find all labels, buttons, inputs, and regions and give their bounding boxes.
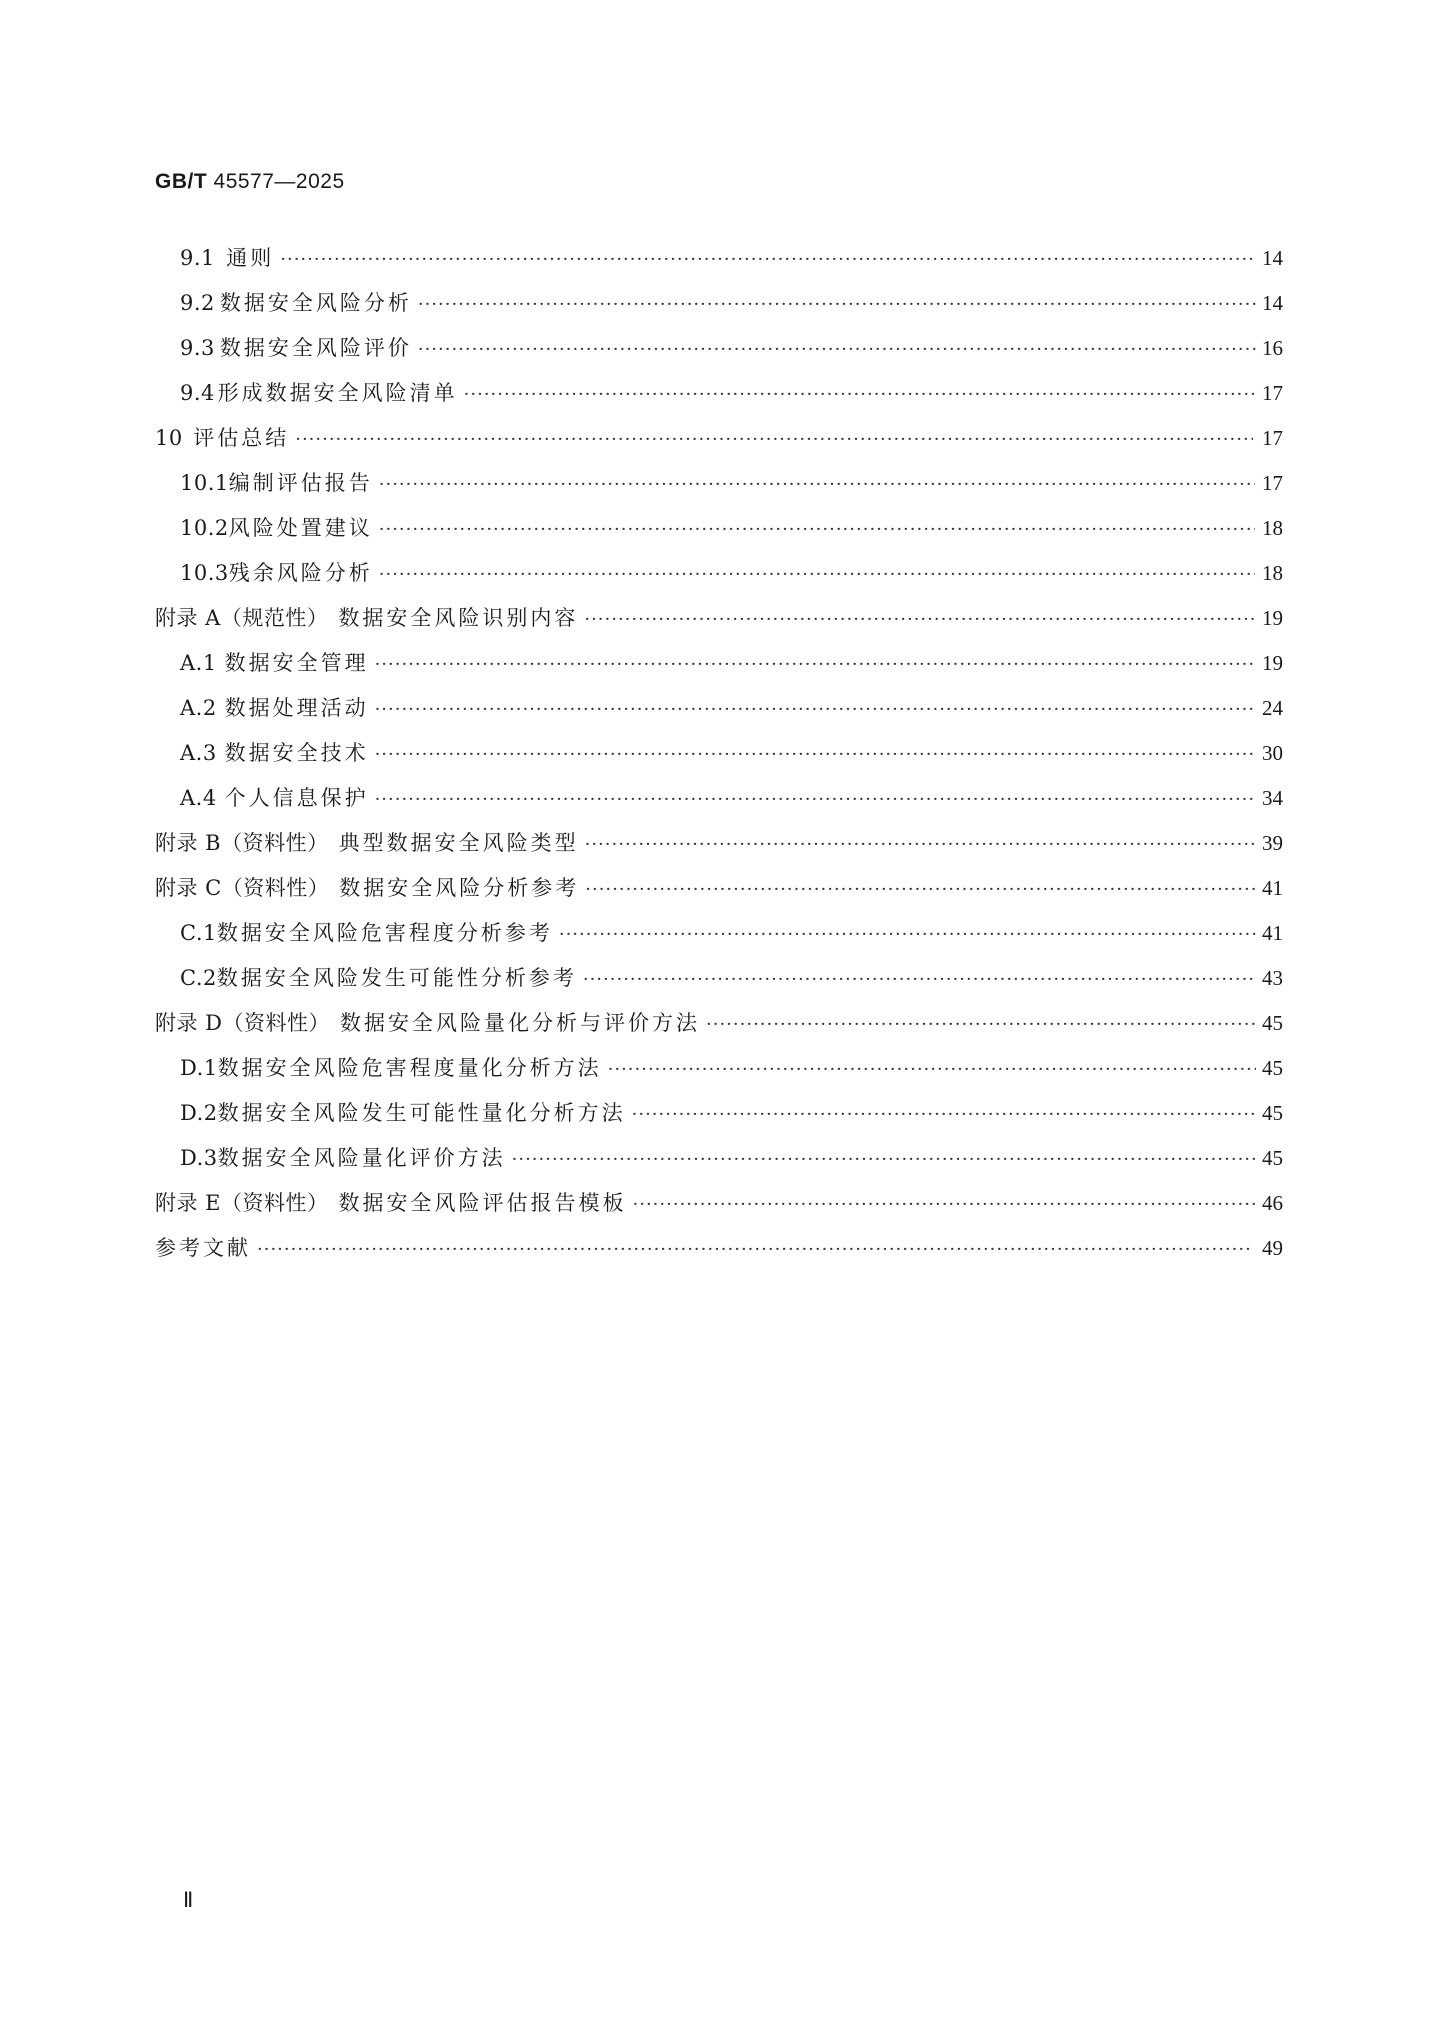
toc-entry-page: 43: [1262, 966, 1283, 990]
toc-entry-page: 34: [1262, 786, 1283, 810]
toc-dot-leader: [375, 642, 1256, 687]
toc-dot-leader: [584, 597, 1256, 642]
toc-entry-page: 16: [1262, 336, 1283, 360]
toc-entry-number: D.1: [180, 1056, 218, 1080]
toc-entry-number: 9.1: [180, 246, 215, 270]
toc-entry-number: 附录 E（资料性）: [155, 1191, 329, 1215]
toc-entry[interactable]: [155, 821, 1283, 866]
toc-dot-leader: [375, 687, 1256, 732]
toc-entry-number: 9.3: [180, 336, 215, 360]
toc-entry[interactable]: [155, 326, 1283, 371]
toc-entry-title: 数据安全风险危害程度量化分析方法: [217, 1056, 602, 1080]
toc-entry-page: 17: [1262, 381, 1283, 405]
toc-entry-title: 参考文献: [155, 1236, 251, 1260]
toc-entry-number: D.3: [180, 1146, 218, 1170]
document-header: [155, 170, 345, 194]
toc-entry-title: 残余风险分析: [228, 561, 373, 585]
toc-dot-leader: [585, 822, 1256, 867]
toc-entry-title: 风险处置建议: [228, 516, 373, 540]
toc-entry-title: 数据安全风险评价: [219, 336, 412, 360]
toc-entry[interactable]: [155, 911, 1283, 956]
toc-entry[interactable]: [155, 551, 1283, 596]
toc-entry[interactable]: [155, 596, 1283, 641]
toc-entry-number: 10: [155, 426, 183, 450]
toc-entry-page: 19: [1262, 606, 1283, 630]
toc-dot-leader: [559, 912, 1256, 957]
toc-entry-number: C.2: [180, 966, 217, 990]
standard-code: GB/T: [155, 170, 208, 193]
toc-dot-leader: [379, 507, 1256, 552]
toc-dot-leader: [418, 282, 1256, 327]
toc-entry-title: 数据安全风险发生可能性分析参考: [216, 966, 577, 990]
toc-dot-leader: [280, 237, 1253, 282]
toc-entry-number: 10.3: [180, 561, 229, 585]
toc-entry-page: 46: [1262, 1191, 1283, 1215]
toc-dot-leader: [585, 867, 1256, 912]
table-of-contents: [155, 236, 1283, 1271]
toc-entry-title: 典型数据安全风险类型: [338, 831, 579, 855]
toc-entry-number: C.1: [180, 921, 217, 945]
toc-entry-number: A.4: [180, 786, 217, 810]
toc-entry-title: 通则: [226, 246, 275, 270]
toc-entry-page: 17: [1262, 426, 1283, 450]
toc-entry-title: 数据安全风险识别内容: [338, 606, 579, 630]
toc-dot-leader: [512, 1137, 1256, 1182]
toc-entry-number: 附录 C（资料性）: [155, 876, 330, 900]
toc-entry-number: 9.4: [180, 381, 215, 405]
toc-entry[interactable]: [155, 506, 1283, 551]
toc-entry[interactable]: [155, 461, 1283, 506]
toc-entry-number: A.2: [180, 696, 217, 720]
toc-entry-number: 10.2: [180, 516, 229, 540]
toc-entry[interactable]: [155, 1136, 1283, 1181]
toc-entry-title: 数据安全风险危害程度分析参考: [216, 921, 553, 945]
toc-entry[interactable]: [155, 956, 1283, 1001]
toc-entry-number: 10.1: [180, 471, 229, 495]
toc-entry-title: 数据处理活动: [224, 696, 369, 720]
toc-entry-page: 39: [1262, 831, 1283, 855]
toc-entry-page: 30: [1262, 741, 1283, 765]
toc-entry-number: 附录 D（资料性）: [155, 1011, 331, 1035]
toc-entry-page: 45: [1262, 1011, 1283, 1035]
toc-dot-leader: [608, 1047, 1256, 1092]
toc-entry[interactable]: [155, 281, 1283, 326]
toc-entry-number: 9.2: [180, 291, 215, 315]
toc-entry-title: 评估总结: [193, 426, 290, 450]
toc-entry[interactable]: [155, 1001, 1283, 1046]
toc-entry-number: 附录 A（规范性）: [155, 606, 329, 630]
toc-entry[interactable]: [155, 1226, 1283, 1271]
toc-entry-number: A.3: [180, 741, 217, 765]
toc-entry[interactable]: [155, 731, 1283, 776]
toc-entry-page: 41: [1262, 876, 1283, 900]
toc-entry[interactable]: [155, 1046, 1283, 1091]
toc-dot-leader: [583, 957, 1256, 1002]
toc-dot-leader: [295, 417, 1253, 462]
toc-entry[interactable]: [155, 686, 1283, 731]
toc-entry-number: 附录 B（资料性）: [155, 831, 329, 855]
toc-entry-title: 编制评估报告: [228, 471, 373, 495]
toc-entry-title: 形成数据安全风险清单: [217, 381, 458, 405]
toc-entry-title: 数据安全风险发生可能性量化分析方法: [217, 1101, 626, 1125]
toc-entry-number: D.2: [180, 1101, 218, 1125]
toc-entry-title: 个人信息保护: [224, 786, 369, 810]
toc-dot-leader: [464, 372, 1256, 417]
toc-entry-page: 45: [1262, 1056, 1283, 1080]
toc-entry[interactable]: [155, 776, 1283, 821]
toc-entry-title: 数据安全管理: [224, 651, 369, 675]
toc-entry-page: 18: [1262, 561, 1283, 585]
toc-entry-page: 17: [1262, 471, 1283, 495]
toc-entry-number: A.1: [180, 651, 217, 675]
toc-dot-leader: [706, 1002, 1256, 1047]
toc-entry-title: 数据安全风险量化评价方法: [217, 1146, 506, 1170]
toc-entry[interactable]: [155, 641, 1283, 686]
toc-dot-leader: [379, 552, 1256, 597]
toc-entry-page: 24: [1262, 696, 1283, 720]
toc-entry-page: 18: [1262, 516, 1283, 540]
toc-dot-leader: [375, 732, 1256, 777]
toc-entry-title: 数据安全风险分析: [219, 291, 412, 315]
toc-entry[interactable]: [155, 1181, 1283, 1226]
standard-number: 45577—2025: [213, 170, 345, 193]
page-number: Ⅱ: [183, 1888, 194, 1912]
toc-entry[interactable]: [155, 236, 1283, 281]
toc-entry[interactable]: [155, 416, 1283, 461]
toc-dot-leader: [375, 777, 1256, 822]
toc-dot-leader: [379, 462, 1256, 507]
toc-entry-page: 45: [1262, 1101, 1283, 1125]
toc-dot-leader: [418, 327, 1256, 372]
toc-entry-title: 数据安全风险分析参考: [339, 876, 580, 900]
toc-entry[interactable]: [155, 866, 1283, 911]
toc-entry-page: 19: [1262, 651, 1283, 675]
toc-entry-page: 49: [1262, 1236, 1283, 1260]
toc-dot-leader: [633, 1182, 1256, 1227]
toc-entry-page: 41: [1262, 921, 1283, 945]
toc-entry[interactable]: [155, 371, 1283, 416]
toc-entry-title: 数据安全风险评估报告模板: [338, 1191, 627, 1215]
toc-entry-title: 数据安全风险量化分析与评价方法: [340, 1011, 701, 1035]
toc-entry[interactable]: [155, 1091, 1283, 1136]
toc-entry-page: 45: [1262, 1146, 1283, 1170]
toc-entry-page: 14: [1262, 291, 1283, 315]
toc-dot-leader: [257, 1227, 1253, 1272]
toc-dot-leader: [632, 1092, 1256, 1137]
toc-entry-page: 14: [1262, 246, 1283, 270]
toc-entry-title: 数据安全技术: [224, 741, 369, 765]
